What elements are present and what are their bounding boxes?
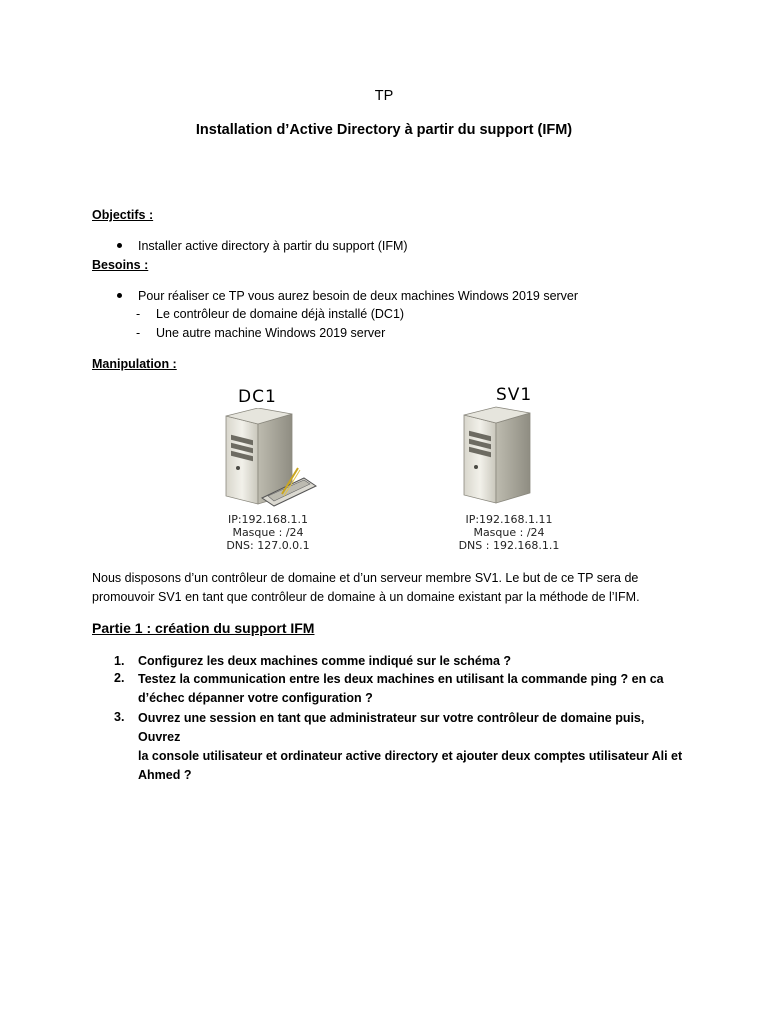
list-line: Ouvrez une session en tant que administrateur sur votre contrôleur de domaine puis, Ouvrez [138, 711, 645, 744]
list-line: Testez la communication entre les deux machines en utilisant la commande ping ? en ca [138, 672, 664, 686]
server-tower-dc1-icon [212, 408, 322, 508]
sv1-label: SV1 [496, 385, 533, 405]
doc-type-label: TP [374, 88, 394, 104]
partie1-item-1 [114, 653, 684, 669]
dc1-netinfo [208, 513, 328, 552]
sv1-dns: DNS : 192.168.1.1 [458, 539, 560, 552]
list-line: Configurez les deux machines comme indiqué sur le schéma ? [138, 654, 512, 668]
sv1-ip: IP:192.168.1.11 [465, 513, 553, 526]
bullet-icon [116, 238, 125, 254]
document-title: Installation d’Active Directory à partir du support (IFM) [195, 122, 573, 138]
list-line: Ahmed ? [138, 768, 192, 782]
list-line: d’échec dépanner votre configuration ? [138, 691, 373, 705]
objectifs-item [116, 238, 676, 254]
dc1-label: DC1 [238, 387, 277, 407]
list-line: la console utilisateur et ordinateur active directory et ajouter deux comptes utilisateur Ali et [138, 749, 683, 763]
besoins-item-text: Pour réaliser ce TP vous aurez besoin de deux machines Windows 2019 server [138, 289, 579, 303]
besoins-subitem-text: Une autre machine Windows 2019 server [156, 326, 386, 340]
objectifs-heading: Objectifs : [92, 208, 154, 222]
partie1-heading: Partie 1 : création du support IFM [92, 620, 315, 636]
dash-marker: - [136, 326, 141, 340]
list-number: 1. [114, 654, 125, 668]
intro-line-1: Nous disposons d’un contrôleur de domaine et d’un serveur membre SV1. Le but de ce TP sera de [92, 571, 639, 585]
dash-marker: - [136, 307, 141, 321]
list-number: 3. [114, 710, 125, 724]
server-tower-sv1-icon [454, 405, 554, 505]
partie1-item-3 [114, 709, 684, 785]
besoins-subitem [136, 325, 656, 341]
partie1-item-2 [114, 670, 684, 708]
intro-line-2: promouvoir SV1 en tant que contrôleur de domaine à un domaine existant par la méthode de l’IFM. [92, 590, 640, 604]
dc1-dns: DNS: 127.0.0.1 [226, 539, 310, 552]
manipulation-heading: Manipulation : [92, 357, 177, 371]
besoins-subitem-text: Le contrôleur de domaine déjà installé (DC1) [156, 307, 405, 321]
sv1-mask: Masque : /24 [473, 526, 545, 539]
dc1-mask: Masque : /24 [232, 526, 304, 539]
besoins-item [116, 288, 676, 304]
dc1-ip: IP:192.168.1.1 [227, 513, 309, 526]
bullet-icon [116, 288, 125, 304]
besoins-heading: Besoins : [92, 258, 149, 272]
sv1-netinfo [444, 513, 574, 552]
list-number: 2. [114, 671, 125, 685]
besoins-subitem [136, 306, 656, 322]
objectifs-item-text: Installer active directory à partir du support (IFM) [138, 239, 408, 253]
